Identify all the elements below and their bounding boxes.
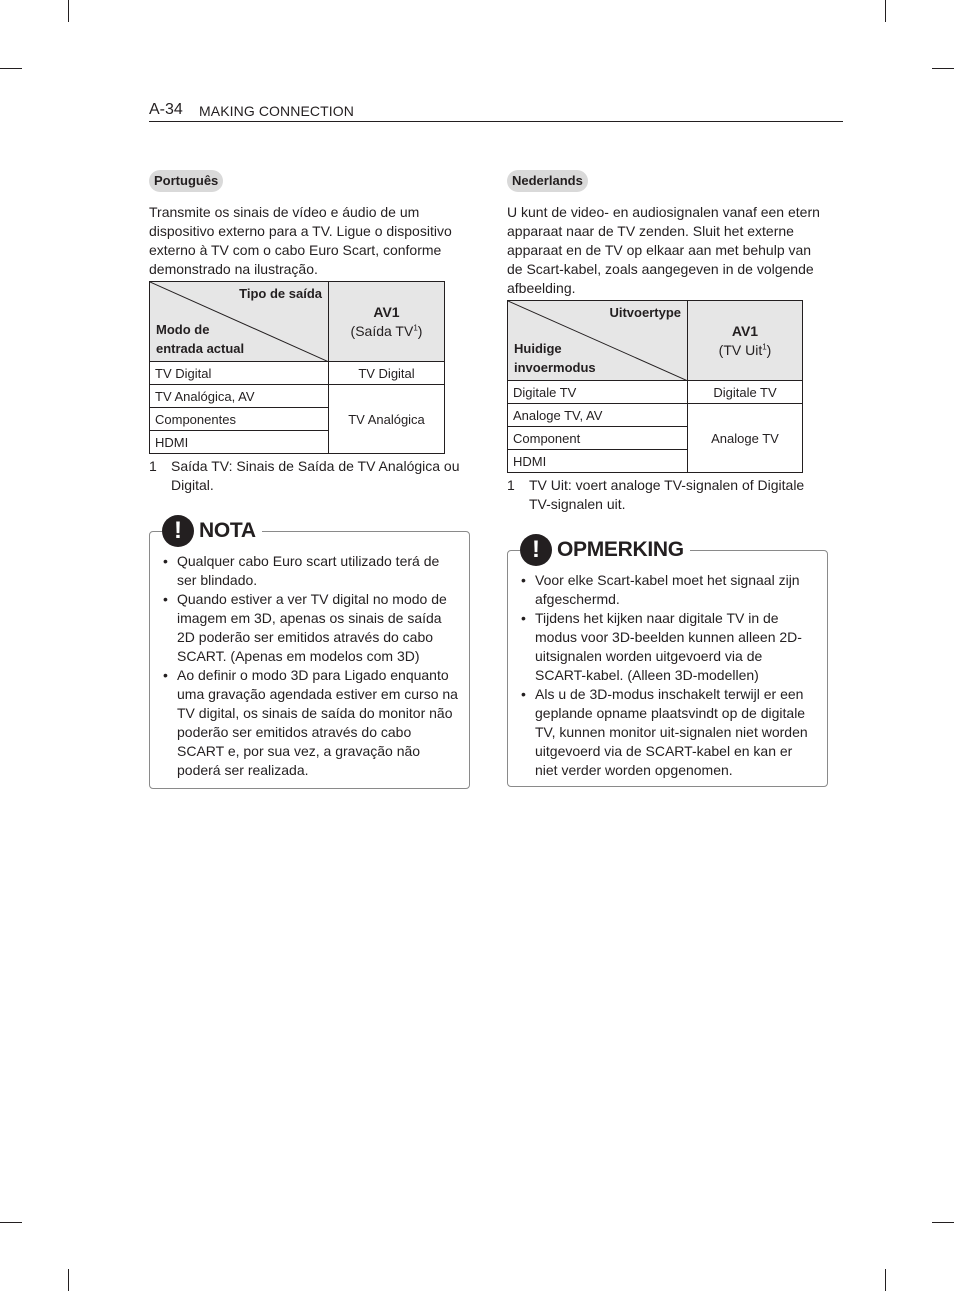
crop-mark <box>68 0 69 22</box>
output-cell: TV Analógica <box>329 385 445 454</box>
column-subtitle: (TV Uit$^1$) <box>718 341 772 358</box>
table-corner-cell <box>508 301 688 381</box>
note-list <box>163 552 458 780</box>
list-item: • Tijdens het kijken naar digitale TV in de modus voor 3D-beelden kunnen alleen 2D-uitsignalen worden uitgevoerd via de SCART-kabel. (Alleen 3D-modellen) <box>521 609 816 685</box>
intro-paragraph: U kunt de video- en audiosignalen vanaf een etern apparaat naar de TV zenden. Sluit het externe apparaat en de TV op elkaar aan met behulp van de Scart-kabel, zoals aangegeven in de volgende afbeelding. <box>507 204 820 296</box>
input-mode-cell: TV Analógica, AV <box>150 385 329 408</box>
corner-bottom-label: Huidige invoermodus <box>514 341 596 375</box>
crop-mark <box>68 1269 69 1291</box>
footnote <box>149 457 471 495</box>
note-box <box>149 517 470 789</box>
crop-mark <box>885 1269 886 1291</box>
output-table <box>507 300 803 473</box>
page-header <box>149 100 843 122</box>
output-cell: Digitale TV <box>688 381 803 404</box>
column-title: AV1 <box>373 303 400 320</box>
intro-paragraph: Transmite os sinais de vídeo e áudio de um dispositivo externo para a TV. Ligue o dispositivo externo à TV com o cabo Euro Scart, conforme demonstrado na ilustração. <box>149 204 452 277</box>
section-title: MAKING CONNECTION <box>199 103 354 119</box>
footnote-text: TV Uit: voert analoge TV-signalen of Digitale TV-signalen uit. <box>529 477 805 512</box>
table-column-header <box>329 282 445 362</box>
input-mode-cell: Componentes <box>150 408 329 431</box>
column-dutch <box>507 170 829 514</box>
footnote-number: 1 <box>149 458 157 474</box>
footnote-text: Saída TV: Sinais de Saída de TV Analógica ou Digital. <box>171 458 460 493</box>
list-item: • Qualquer cabo Euro scart utilizado terá de ser blindado. <box>163 552 458 590</box>
list-item: • Quando estiver a ver TV digital no modo de imagem em 3D, apenas os sinais de saída 2D poderão ser emitidos através do cabo SCART. (Apenas em modelos com 3D) <box>163 590 458 666</box>
output-cell: TV Digital <box>329 362 445 385</box>
language-badge: Nederlands <box>507 170 588 192</box>
corner-top-label: Uitvoertype <box>609 305 681 320</box>
input-mode-cell: Component <box>508 427 688 450</box>
corner-bottom-label: Modo de entrada actual <box>156 322 245 356</box>
table-row <box>150 362 445 385</box>
note-title: NOTA <box>199 519 256 542</box>
list-item: • Ao definir o modo 3D para Ligado enquanto uma gravação agendada estiver em curso na TV digital, os sinais de saída do monitor não poderão ser emitidos através do cabo SCART e, por sua vez, a gravação não poderá ser realizada. <box>163 666 458 780</box>
crop-mark <box>0 1222 22 1223</box>
list-item: • Als u de 3D-modus inschakelt terwijl er een geplande opname plaatsvindt op de digitale TV, kunnen monitor uit-signalen niet worden uitgevoerd via de SCART-kabel en kan er niet verder worden opgenomen. <box>521 685 816 780</box>
list-item: • Voor elke Scart-kabel moet het signaal zijn afgeschermd. <box>521 571 816 609</box>
table-row <box>508 381 803 404</box>
crop-mark <box>932 1222 954 1223</box>
crop-mark <box>932 68 954 69</box>
note-list <box>521 571 816 780</box>
table-row <box>150 385 445 408</box>
page-number: A-34 <box>149 101 183 118</box>
input-mode-cell: TV Digital <box>150 362 329 385</box>
footnote-number: 1 <box>507 477 515 493</box>
note-title: OPMERKING <box>557 538 684 561</box>
table-row <box>508 404 803 427</box>
input-mode-cell: HDMI <box>150 431 329 454</box>
input-mode-cell: Digitale TV <box>508 381 688 404</box>
column-title: AV1 <box>731 322 759 339</box>
note-header <box>520 534 690 566</box>
exclamation-icon: ! <box>162 515 194 547</box>
note-box <box>507 536 828 787</box>
output-cell: Analoge TV <box>688 404 803 473</box>
exclamation-icon: ! <box>520 534 552 566</box>
table-column-header <box>688 301 803 381</box>
language-badge: Português <box>149 170 223 192</box>
input-mode-cell: Analoge TV, AV <box>508 404 688 427</box>
input-mode-cell: HDMI <box>508 450 688 473</box>
corner-top-label: Tipo de saída <box>239 286 322 301</box>
footnote <box>507 476 829 514</box>
column-portuguese <box>149 170 471 495</box>
table-corner-cell <box>150 282 329 362</box>
column-subtitle: (Saída $TV^1$) <box>350 322 423 339</box>
output-table <box>149 281 445 454</box>
crop-mark <box>0 68 22 69</box>
note-header <box>162 515 262 547</box>
crop-mark <box>885 0 886 22</box>
